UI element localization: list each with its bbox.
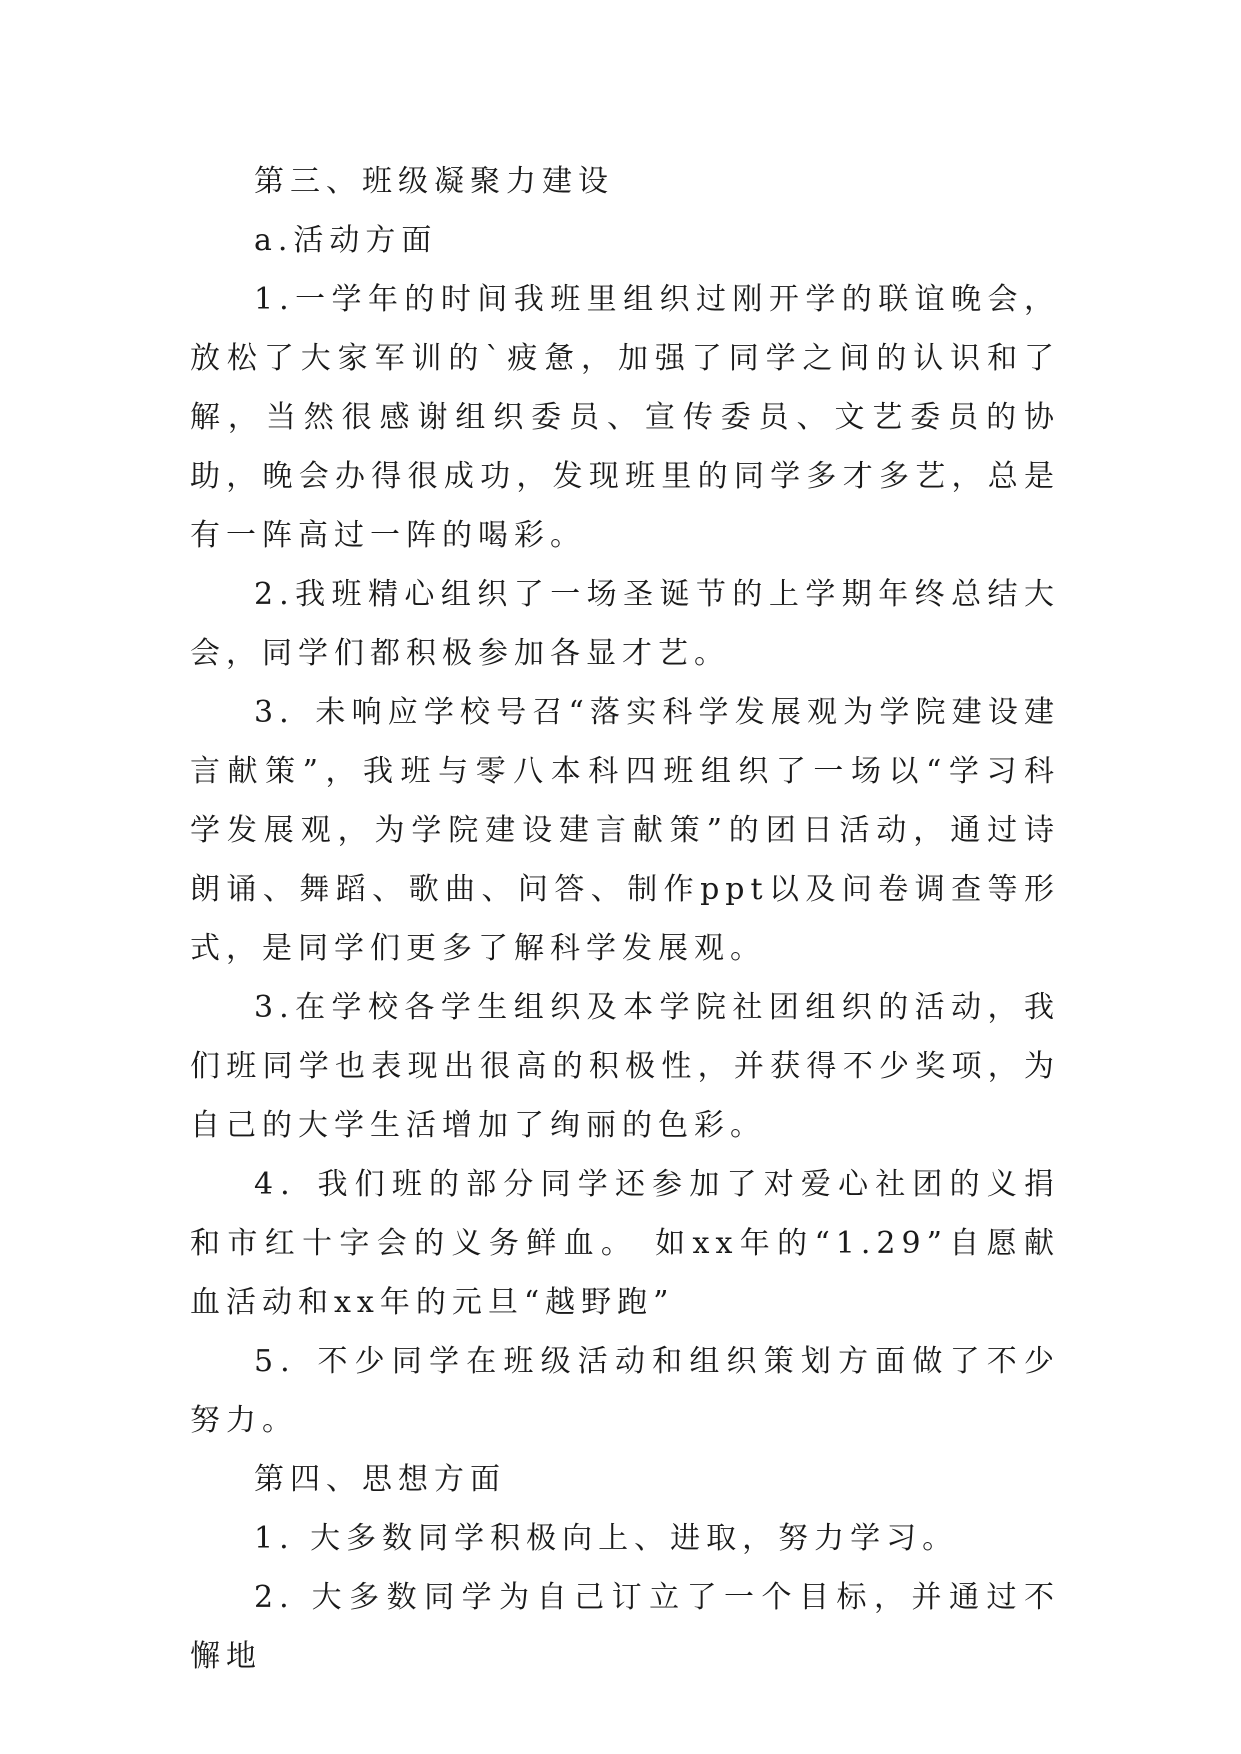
paragraph-thought-1: 1. 大多数同学积极向上、进取，努力学习。: [254, 1521, 959, 1556]
section-heading-cohesion: 第三、班级凝聚力建设: [254, 164, 614, 199]
document-body: [190, 152, 1060, 1686]
paragraph-item-2-christmas: 2.我班精心组织了一场圣诞节的上学期年终总结大会，同学们都积极参加各显才艺。: [190, 577, 1060, 671]
section-heading-thought: 第四、思想方面: [254, 1462, 506, 1497]
paragraph-item-5-efforts: 5．不少同学在班级活动和组织策划方面做了不少努力。: [190, 1344, 1060, 1438]
paragraph-thought-2: 2. 大多数同学为自己订立了一个目标，并通过不懈地: [190, 1580, 1060, 1674]
paragraph-item-4-charity: 4．我们班的部分同学还参加了对爱心社团的义捐和市红十字会的义务鲜血。 如xx年的“1.29”自愿献血活动和xx年的元旦“越野跑”: [190, 1167, 1060, 1320]
paragraph-item-1-party: 1.一学年的时间我班里组织过刚开学的联谊晚会，放松了大家军训的`疲惫，加强了同学之间的认识和了解，当然很感谢组织委员、宣传委员、文艺委员的协助，晚会办得很成功，发现班里的同学多才多艺，总是有一阵高过一阵的喝彩。: [190, 282, 1060, 553]
paragraph-item-3-science-outlook: 3．未响应学校号召“落实科学发展观为学院建设建言献策”，我班与零八本科四班组织了一场以“学习科学发展观，为学院建设建言献策”的团日活动，通过诗朗诵、舞蹈、歌曲、问答、制作ppt以及问卷调查等形式，是同学们更多了解科学发展观。: [190, 695, 1060, 966]
subheading-activities: a.活动方面: [254, 223, 438, 258]
paragraph-item-3-student-orgs: 3.在学校各学生组织及本学院社团组织的活动，我们班同学也表现出很高的积极性，并获得不少奖项，为自己的大学生活增加了绚丽的色彩。: [190, 990, 1060, 1143]
